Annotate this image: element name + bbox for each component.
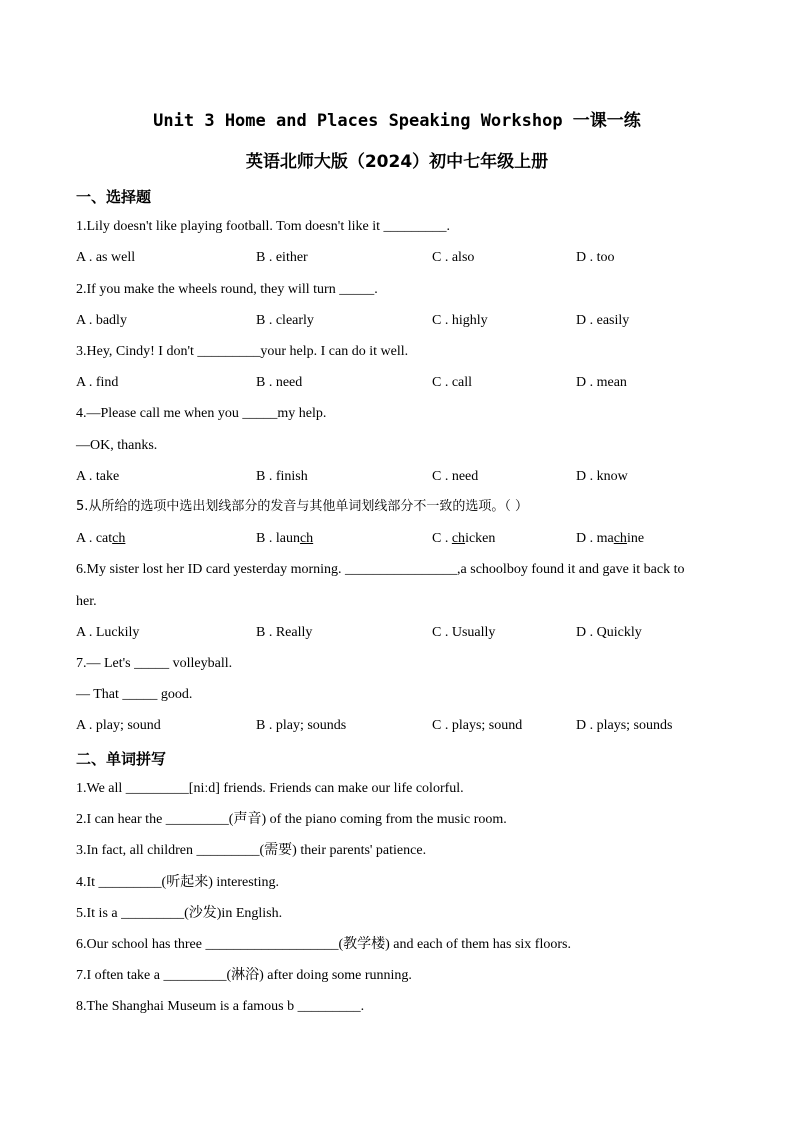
section-heading-spelling: 二、单词拼写 <box>76 750 167 768</box>
question-1-stem: 1.Lily doesn't like playing football. Tom doesn't like it _________. <box>76 219 450 234</box>
question-5-stem: 5.从所给的选项中选出划线部分的发音与其他单词划线部分不一致的选项。（ ） <box>76 499 529 514</box>
question-5-option-d: D . machine <box>576 531 645 546</box>
question-2-option-b: B . clearly <box>256 313 314 328</box>
question-2-stem: 2.If you make the wheels round, they will turn _____. <box>76 282 378 297</box>
spelling-item-2: 2.I can hear the _________(声音) of the piano coming from the music room. <box>76 812 507 827</box>
question-3-option-b: B . need <box>256 375 303 390</box>
page-title: Unit 3 Home and Places Speaking Workshop 一课一练 <box>153 111 641 131</box>
spelling-item-6: 6.Our school has three ___________________(教学楼) and each of them has six floors. <box>76 937 571 952</box>
question-1-option-c: C . also <box>432 250 475 265</box>
spelling-item-4: 4.It _________(听起来) interesting. <box>76 875 279 890</box>
question-2-option-c: C . highly <box>432 313 488 328</box>
question-4-option-a: A . take <box>76 469 120 484</box>
question-7-option-d: D . plays; sounds <box>576 718 673 733</box>
question-1-option-b: B . either <box>256 250 308 265</box>
question-4-option-b: B . finish <box>256 469 308 484</box>
spelling-item-7: 7.I often take a _________(淋浴) after doing some running. <box>76 968 412 983</box>
question-5-option-b: B . launch <box>256 531 314 546</box>
spelling-item-3: 3.In fact, all children _________(需要) their parents' patience. <box>76 843 427 858</box>
question-7-stem: 7.— Let's _____ volleyball. <box>76 656 233 671</box>
question-3-option-c: C . call <box>432 375 473 390</box>
question-7-option-b: B . play; sounds <box>256 718 347 733</box>
question-7-option-c: C . plays; sound <box>432 718 523 733</box>
spelling-item-8: 8.The Shanghai Museum is a famous b _________. <box>76 999 365 1014</box>
question-7-stem-reply: — That _____ good. <box>76 687 193 702</box>
spelling-item-1: 1.We all _________[niːd] friends. Friends can make our life colorful. <box>76 781 464 796</box>
question-3-option-a: A . find <box>76 375 119 390</box>
question-5-option-c: C . chicken <box>432 531 496 546</box>
question-3-option-d: D . mean <box>576 375 627 390</box>
question-5-option-a: A . catch <box>76 531 126 546</box>
question-4-stem: 4.—Please call me when you _____my help. <box>76 406 327 421</box>
question-4-stem-reply: —OK, thanks. <box>76 438 158 453</box>
question-1-option-d: D . too <box>576 250 615 265</box>
question-6-stem: 6.My sister lost her ID card yesterday morning. ________________,a schoolboy found it and gave it back to <box>76 562 685 577</box>
question-2-option-d: D . easily <box>576 313 630 328</box>
question-6-option-a: A . Luckily <box>76 625 140 640</box>
question-3-stem: 3.Hey, Cindy! I don't _________your help. I can do it well. <box>76 344 409 359</box>
question-6-stem-cont: her. <box>76 594 97 609</box>
question-6-option-b: B . Really <box>256 625 313 640</box>
question-6-option-d: D . Quickly <box>576 625 642 640</box>
question-2-option-a: A . badly <box>76 313 127 328</box>
question-1-option-a: A . as well <box>76 250 136 265</box>
section-heading-choice: 一、选择题 <box>76 188 152 206</box>
question-4-option-d: D . know <box>576 469 628 484</box>
page-subtitle: 英语北师大版（2024）初中七年级上册 <box>245 152 549 172</box>
spelling-item-5: 5.It is a _________(沙发)in English. <box>76 906 283 921</box>
question-4-option-c: C . need <box>432 469 479 484</box>
question-6-option-c: C . Usually <box>432 625 496 640</box>
question-7-option-a: A . play; sound <box>76 718 161 733</box>
